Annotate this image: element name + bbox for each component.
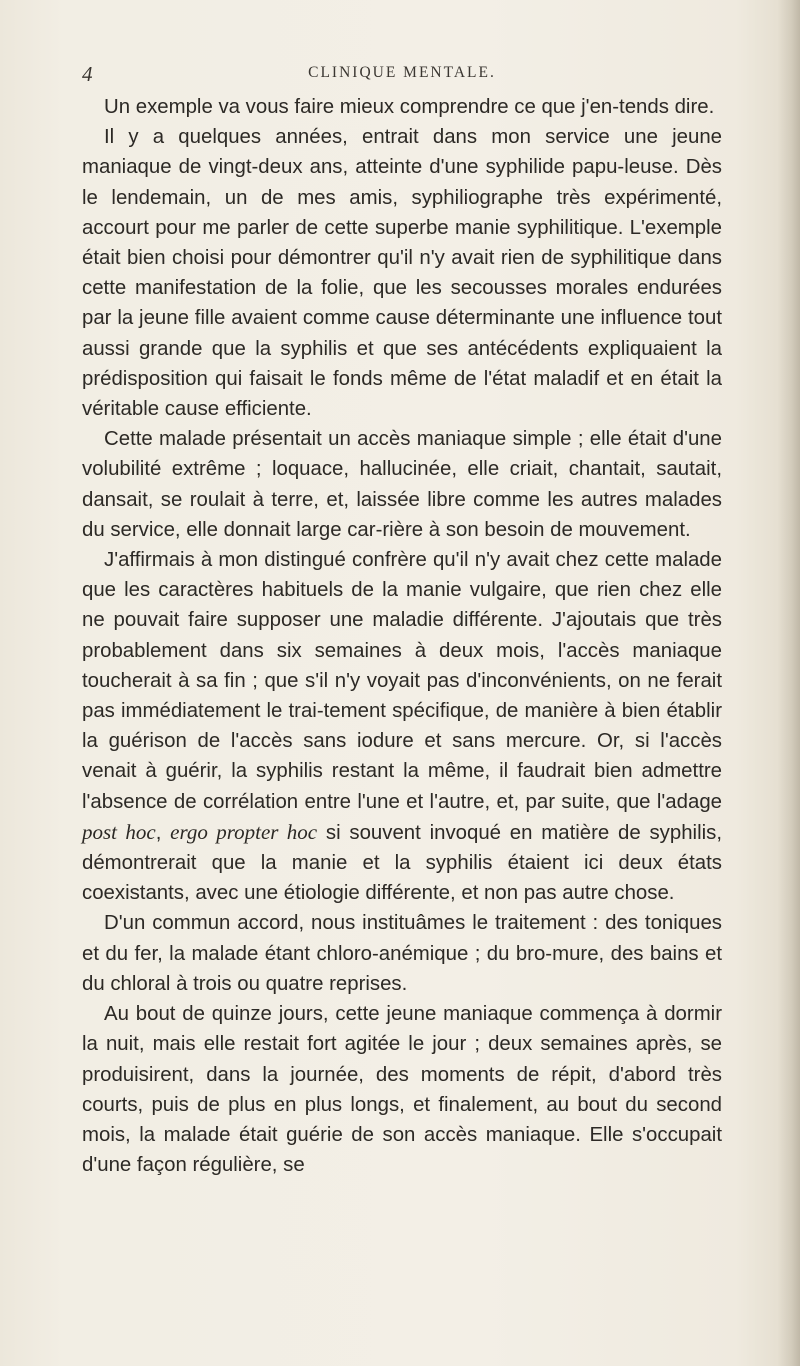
paragraph: Cette malade présentait un accès maniaque simple ; elle était d'une volubilité extrême ; loquace, hallucinée, elle criait, chantait, sautait, dansait, se roulait à terre, et, laissée libre comme les autres malades du service, elle donnait large car-rière à son besoin de mouvement. <box>82 428 722 541</box>
paragraph: Il y a quelques années, entrait dans mon service une jeune maniaque de vingt-deux ans, atteinte d'une syphilide papu-leuse. Dès le lendemain, un de mes amis, syphiliographe très expérimenté, accourt pour me parler de cette superbe manie syphilitique. L'exemple était bien choisi pour démontrer qu'il n'y avait rien de syphilitique dans cette manifestation de la folie, que les secousses morales endurées par la jeune fille avaient comme cause déterminante une influence tout aussi grande que la syphilis et que ses antécédents expliquaient la prédisposition qui faisait le fonds même de l'état maladif et en était la véritable cause efficiente. <box>82 126 722 421</box>
paragraph <box>82 545 722 908</box>
page-number: 4 <box>82 62 93 86</box>
latin-phrase-ergo-propter-hoc: ergo propter hoc <box>170 819 318 844</box>
paragraph-text-middle: , <box>155 821 171 844</box>
paragraph: Un exemple va vous faire mieux comprendre ce que j'en-tends dire. <box>104 96 715 118</box>
paragraph-text-before: J'affirmais à mon distingué confrère qu'il n'y avait chez cette malade que les caractères habituels de la manie vulgaire, que rien chez elle ne pouvait faire supposer une maladie différente. J'ajoutais que très probablement dans six semaines à deux mois, l'accès maniaque toucherait à sa fin ; que s'il n'y voyait pas d'inconvénients, on ne ferait pas immédiatement le trai-tement spécifique, de manière à bien établir la guérison de l'accès sans iodure et sans mercure. Or, si l'accès venait à guérir, la syphilis restant la même, il faudrait bien admettre l'absence de corrélation entre l'une et l'autre, et, par suite, que l'adage <box>82 549 722 813</box>
latin-phrase-post-hoc: post hoc <box>82 819 156 844</box>
running-head: CLINIQUE MENTALE. <box>308 64 496 81</box>
body-text <box>82 92 722 1180</box>
paragraph-text-after: si souvent invoqué en matière de syphilis, démontrerait que la manie et la syphilis étaient ici deux états coexistants, avec une étiologie différente, et non pas autre chose. <box>82 821 722 905</box>
page-header <box>82 62 722 86</box>
paragraph: Au bout de quinze jours, cette jeune maniaque commença à dormir la nuit, mais elle restait fort agitée le jour ; deux semaines après, se produisirent, dans la journée, des moments de répit, d'abord très courts, puis de plus en plus longs, et finalement, au bout du second mois, la malade était guérie de son accès maniaque. Elle s'occupait d'une façon régulière, se <box>82 1003 722 1177</box>
page-edge-shadow <box>778 0 800 1366</box>
paragraph: D'un commun accord, nous instituâmes le traitement : des toniques et du fer, la malade étant chloro-anémique ; du bro-mure, des bains et du chloral à trois ou quatre reprises. <box>82 912 722 995</box>
